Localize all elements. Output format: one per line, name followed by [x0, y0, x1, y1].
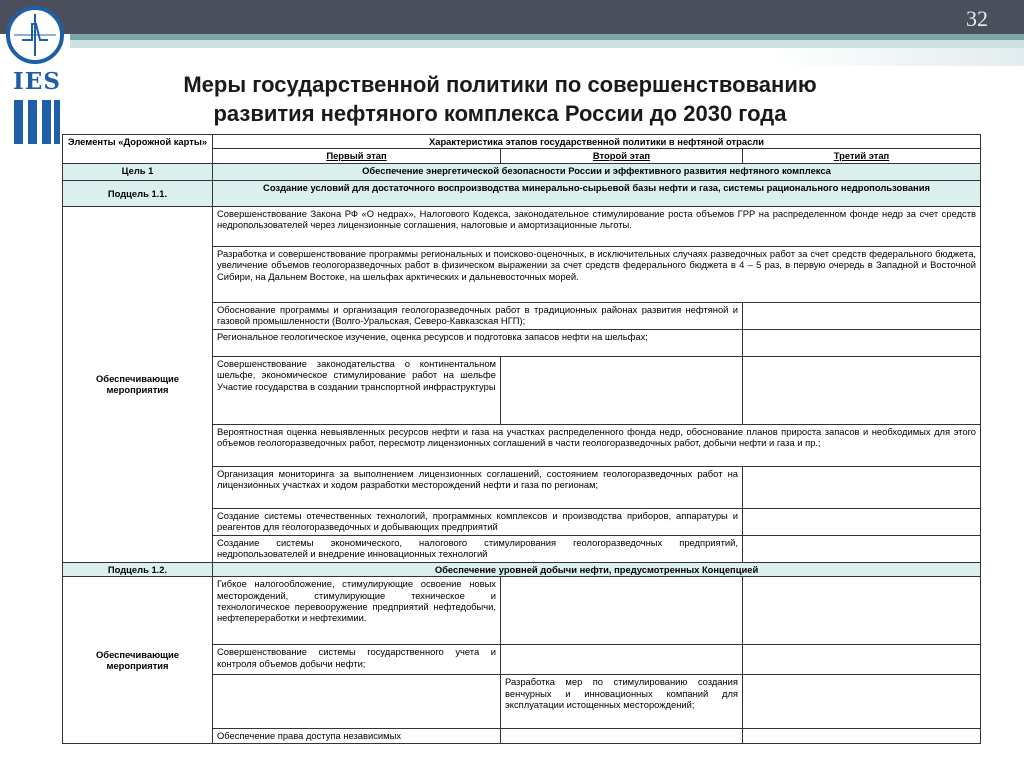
empty-cell — [501, 729, 743, 743]
page-title — [100, 70, 900, 128]
empty-cell — [501, 645, 743, 675]
header-stage-3: Третий этап — [743, 149, 981, 163]
subgoal-1-1-label: Подцель 1.1. — [63, 180, 213, 206]
measure-1-2-row-1: Гибкое налогообложение, стимулирующие освоение новых месторождений, стимулирующие техническое и технологическое перевооружение предприятий нефтедобычи, нефтепереработки и нефтехимии. — [213, 577, 501, 645]
subgoal-1-2-text: Обеспечение уровней добычи нефти, предусмотренных Концепцией — [213, 562, 981, 576]
measure-1-1-row-1: Совершенствование Закона РФ «О недрах», Налогового Кодекса, законодательное стимулирование роста объемов ГРР на распределенном фонде недр за счет средств недропользователей через лицензионные соглашения, налоговые и амортизационные льготы. — [213, 206, 981, 246]
accent-stripe-light — [70, 40, 1024, 48]
measure-1-1-row-5: Совершенствование законодательства о континентальном шельфе, экономическое стимулирование работ на шельфе Участие государства в создании транспортной инфраструктуры — [213, 356, 501, 424]
empty-cell — [743, 466, 981, 508]
roadmap-table — [62, 134, 981, 744]
measure-1-2-row-3: Разработка мер по стимулированию создания венчурных и инновационных компаний для эксплуатации истощенных месторождений; — [501, 675, 743, 729]
measure-1-2-row-4: Обеспечение права доступа независимых — [213, 729, 501, 743]
measures-label-1-1: Обеспечивающие мероприятия — [63, 206, 213, 562]
empty-cell — [743, 645, 981, 675]
measure-1-1-row-8: Создание системы отечественных технологий, программных комплексов и производства приборов, аппаратуры и реагентов для геологоразведочных и добывающих предприятий — [213, 508, 743, 535]
empty-cell — [501, 577, 743, 645]
subgoal-1-1-text: Создание условий для достаточного воспроизводства минерально-сырьевой базы нефти и газа, системы рационального недропользования — [213, 180, 981, 206]
measure-1-1-row-9: Создание системы экономического, налогового стимулирования геологоразведочных предприятий, недропользователей и внедрение инновационных технологий — [213, 535, 743, 562]
goal-label: Цель 1 — [63, 163, 213, 180]
header-characteristics: Характеристика этапов государственной политики в нефтяной отрасли — [213, 135, 981, 149]
subgoal-1-2-label: Подцель 1.2. — [63, 562, 213, 576]
header-roadmap-elements: Элементы «Дорожной карты» — [63, 135, 213, 164]
empty-cell — [743, 675, 981, 729]
measure-1-1-row-7: Организация мониторинга за выполнением лицензионных соглашений, состоянием геологоразведочных работ на лицензионных участках и ходом разработки месторождений нефти и газа по регионам; — [213, 466, 743, 508]
logo — [4, 4, 70, 154]
empty-cell — [743, 508, 981, 535]
empty-cell — [743, 329, 981, 356]
empty-cell — [501, 356, 743, 424]
measure-1-1-row-6: Вероятностная оценка невыявленных ресурсов нефти и газа на участках распределенного фонда недр, обоснование планов прироста запасов и необходимых для этого объемов геологоразведочных работ, пересмотр лицензионных соглашений в части геологоразведочных работ, добычи нефти и газа и пр.; — [213, 424, 981, 466]
ies-logo-icon — [6, 6, 64, 64]
measure-1-1-row-4: Региональное геологическое изучение, оценка ресурсов и подготовка запасов нефти на шельфах; — [213, 329, 743, 356]
logo-bars-icon — [14, 100, 60, 144]
empty-cell — [743, 535, 981, 562]
accent-fade — [770, 48, 1024, 66]
title-line-1: Меры государственной политики по совершенствованию — [183, 72, 817, 97]
title-line-2: развития нефтяного комплекса России до 2030 года — [213, 101, 787, 126]
measure-1-1-row-3: Обоснование программы и организация геологоразведочных работ в традиционных районах развития нефтяной и газовой промышленности (Волго-Уральская, Северо-Кавказская НГП); — [213, 302, 743, 329]
empty-cell — [743, 729, 981, 743]
measure-1-1-row-2: Разработка и совершенствование программы региональных и поисково-оценочных, в исключительных случаях разведочных работ за счет средств федерального бюджета, увеличение объемов геологоразведочных работ в физическом выражении за счет средств федерального бюджета в 4 – 5 раз, в первую очередь в Западной и Восточной Сибири, на Дальнем Востоке, на шельфах арктических и дальневосточных морей. — [213, 246, 981, 302]
empty-cell — [213, 675, 501, 729]
header-stage-2: Второй этап — [501, 149, 743, 163]
measure-1-2-row-2: Совершенствование системы государственного учета и контроля объемов добычи нефти; — [213, 645, 501, 675]
empty-cell — [743, 577, 981, 645]
top-bar — [0, 0, 1024, 34]
empty-cell — [743, 302, 981, 329]
empty-cell — [743, 356, 981, 424]
measures-label-1-2: Обеспечивающие мероприятия — [63, 577, 213, 743]
goal-text: Обеспечение энергетической безопасности России и эффективного развития нефтяного комплекса — [213, 163, 981, 180]
slide-number: 32 — [966, 6, 988, 31]
logo-text: IES — [13, 68, 61, 95]
header-stage-1: Первый этап — [213, 149, 501, 163]
